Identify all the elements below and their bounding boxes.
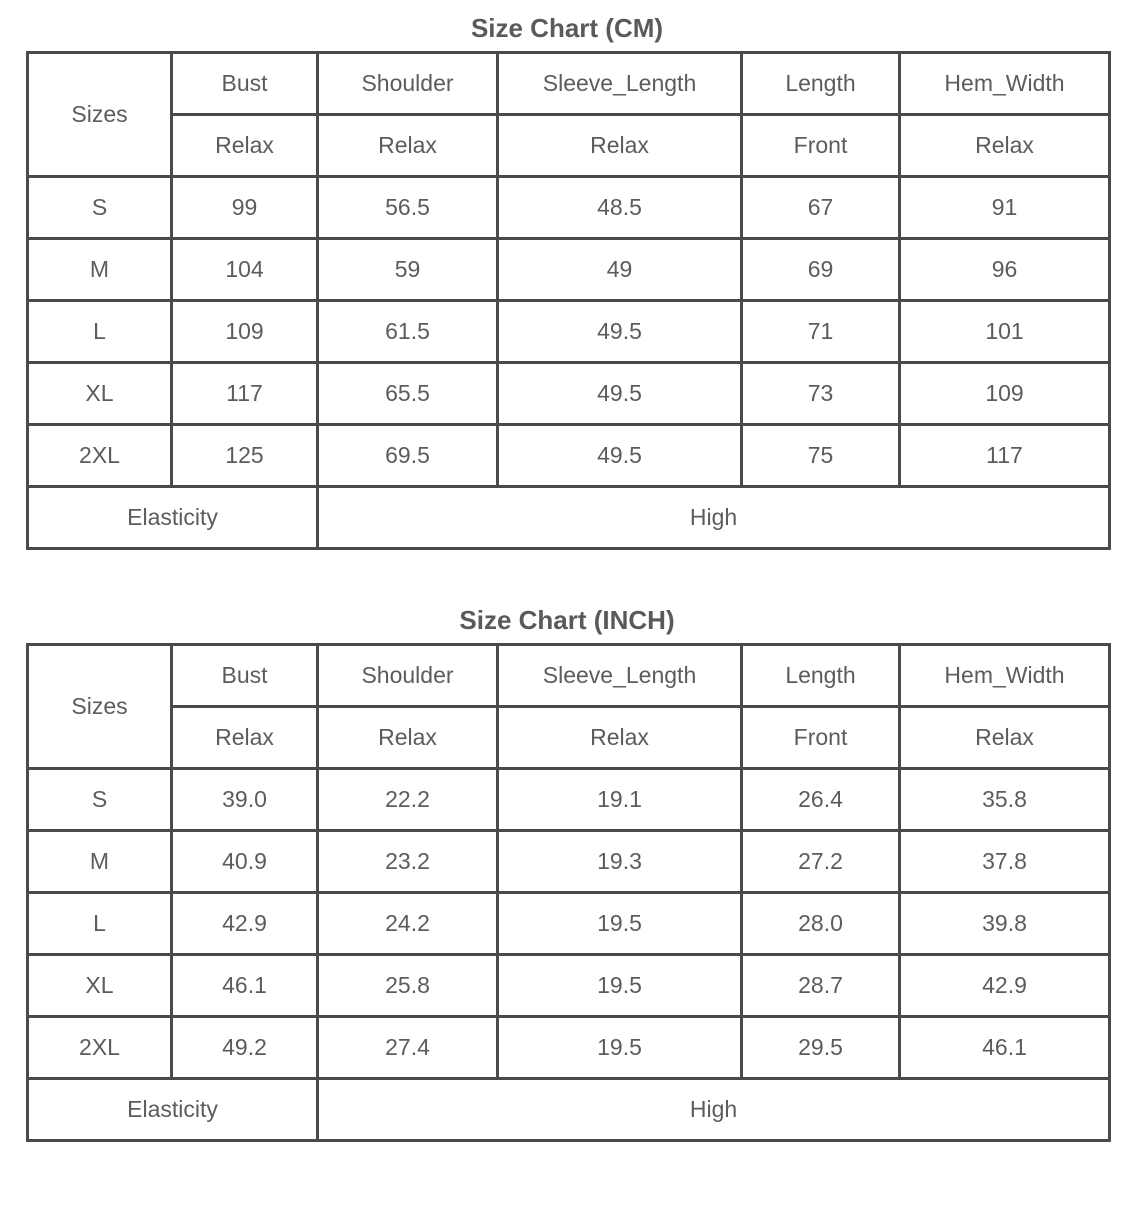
size-cell: XL — [28, 955, 172, 1017]
table-row — [28, 301, 1110, 363]
table-row — [28, 955, 1110, 1017]
header-row — [28, 645, 1110, 707]
value-cell: 48.5 — [498, 177, 742, 239]
value-cell: 22.2 — [318, 769, 498, 831]
value-cell: 101 — [900, 301, 1110, 363]
value-cell: 39.0 — [172, 769, 318, 831]
value-cell: 109 — [900, 363, 1110, 425]
value-cell: 28.7 — [742, 955, 900, 1017]
value-cell: 49.5 — [498, 425, 742, 487]
size-chart-cm-table — [26, 51, 1111, 550]
value-cell: 65.5 — [318, 363, 498, 425]
value-cell: 35.8 — [900, 769, 1110, 831]
value-cell: 56.5 — [318, 177, 498, 239]
value-cell: 19.5 — [498, 955, 742, 1017]
column-header-length: Length — [742, 645, 900, 707]
value-cell: 49.5 — [498, 363, 742, 425]
value-cell: 61.5 — [318, 301, 498, 363]
value-cell: 109 — [172, 301, 318, 363]
value-cell: 104 — [172, 239, 318, 301]
elasticity-value: High — [318, 1079, 1110, 1141]
value-cell: 26.4 — [742, 769, 900, 831]
column-subheader: Relax — [172, 707, 318, 769]
value-cell: 117 — [172, 363, 318, 425]
sizes-header: Sizes — [28, 645, 172, 769]
value-cell: 69 — [742, 239, 900, 301]
elasticity-value: High — [318, 487, 1110, 549]
column-subheader: Relax — [318, 115, 498, 177]
table-row — [28, 177, 1110, 239]
column-header-hem-width: Hem_Width — [900, 53, 1110, 115]
value-cell: 46.1 — [900, 1017, 1110, 1079]
column-header-bust: Bust — [172, 645, 318, 707]
table-row — [28, 769, 1110, 831]
value-cell: 29.5 — [742, 1017, 900, 1079]
value-cell: 99 — [172, 177, 318, 239]
table-row — [28, 239, 1110, 301]
column-subheader: Relax — [900, 115, 1110, 177]
size-cell: 2XL — [28, 1017, 172, 1079]
size-cell: M — [28, 831, 172, 893]
column-header-shoulder: Shoulder — [318, 53, 498, 115]
column-subheader: Relax — [172, 115, 318, 177]
column-subheader: Relax — [498, 707, 742, 769]
column-header-bust: Bust — [172, 53, 318, 115]
value-cell: 96 — [900, 239, 1110, 301]
size-cell: S — [28, 177, 172, 239]
column-header-hem-width: Hem_Width — [900, 645, 1110, 707]
subheader-row — [28, 115, 1110, 177]
column-subheader: Relax — [498, 115, 742, 177]
value-cell: 37.8 — [900, 831, 1110, 893]
value-cell: 39.8 — [900, 893, 1110, 955]
size-cell: 2XL — [28, 425, 172, 487]
size-cell: S — [28, 769, 172, 831]
elasticity-label: Elasticity — [28, 487, 318, 549]
elasticity-label: Elasticity — [28, 1079, 318, 1141]
table-row — [28, 893, 1110, 955]
size-cell: L — [28, 893, 172, 955]
value-cell: 67 — [742, 177, 900, 239]
size-cell: M — [28, 239, 172, 301]
value-cell: 49.2 — [172, 1017, 318, 1079]
value-cell: 19.1 — [498, 769, 742, 831]
header-row — [28, 53, 1110, 115]
value-cell: 42.9 — [172, 893, 318, 955]
value-cell: 27.4 — [318, 1017, 498, 1079]
value-cell: 19.5 — [498, 1017, 742, 1079]
sizes-header: Sizes — [28, 53, 172, 177]
value-cell: 91 — [900, 177, 1110, 239]
value-cell: 42.9 — [900, 955, 1110, 1017]
size-chart-cm-title: Size Chart (CM) — [470, 13, 664, 43]
column-subheader: Front — [742, 115, 900, 177]
value-cell: 28.0 — [742, 893, 900, 955]
column-subheader: Front — [742, 707, 900, 769]
value-cell: 49 — [498, 239, 742, 301]
column-header-shoulder: Shoulder — [318, 645, 498, 707]
value-cell: 69.5 — [318, 425, 498, 487]
column-subheader: Relax — [900, 707, 1110, 769]
value-cell: 23.2 — [318, 831, 498, 893]
table-row — [28, 363, 1110, 425]
column-header-sleeve-length: Sleeve_Length — [498, 645, 742, 707]
table-row — [28, 831, 1110, 893]
size-chart-inch-title: Size Chart (INCH) — [459, 605, 675, 635]
value-cell: 117 — [900, 425, 1110, 487]
value-cell: 73 — [742, 363, 900, 425]
table-row — [28, 425, 1110, 487]
value-cell: 19.3 — [498, 831, 742, 893]
column-header-sleeve-length: Sleeve_Length — [498, 53, 742, 115]
value-cell: 71 — [742, 301, 900, 363]
subheader-row — [28, 707, 1110, 769]
column-subheader: Relax — [318, 707, 498, 769]
value-cell: 25.8 — [318, 955, 498, 1017]
table-row — [28, 1017, 1110, 1079]
value-cell: 59 — [318, 239, 498, 301]
value-cell: 19.5 — [498, 893, 742, 955]
elasticity-row — [28, 1079, 1110, 1141]
value-cell: 75 — [742, 425, 900, 487]
size-cell: XL — [28, 363, 172, 425]
size-cell: L — [28, 301, 172, 363]
value-cell: 40.9 — [172, 831, 318, 893]
size-chart-inch-table — [26, 643, 1111, 1142]
value-cell: 49.5 — [498, 301, 742, 363]
elasticity-row — [28, 487, 1110, 549]
column-header-length: Length — [742, 53, 900, 115]
value-cell: 27.2 — [742, 831, 900, 893]
value-cell: 46.1 — [172, 955, 318, 1017]
value-cell: 24.2 — [318, 893, 498, 955]
value-cell: 125 — [172, 425, 318, 487]
